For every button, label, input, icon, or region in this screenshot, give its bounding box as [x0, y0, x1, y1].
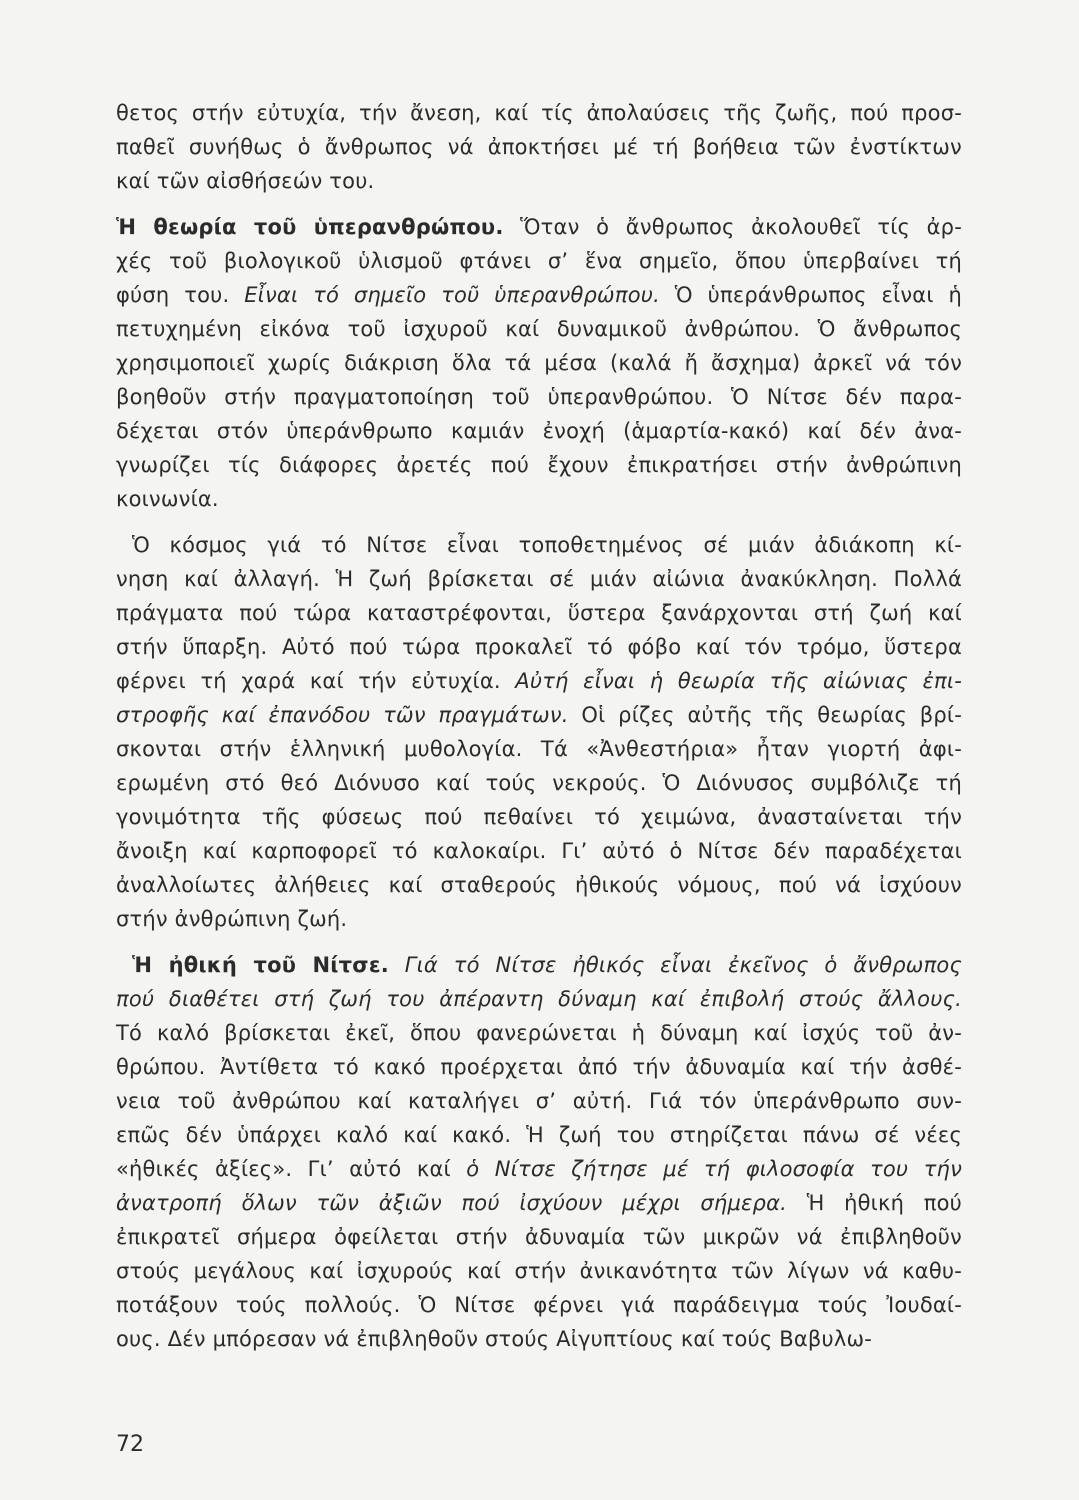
- text-run: ἀναλλοίωτες ἀλήθειες καί σταθερούς ἠθικούς νόμους, πού νά ἰσχύουν: [116, 873, 962, 897]
- text-run: επῶς δέν ὑπάρχει καλό καί κακό. Ἡ ζωή του στηρίζεται πάνω σέ νέες: [116, 1123, 962, 1147]
- text-line: [116, 768, 962, 798]
- text-run: νηση καί ἀλλαγή. Ἡ ζωή βρίσκεται σέ μιάν αἰώνια ἀνακύκληση. Πολλά: [116, 567, 962, 591]
- text-run: φέρνει τή χαρά καί τήν εὐτυχία.: [116, 669, 516, 693]
- text-line: [116, 1052, 962, 1082]
- text-run: δέχεται στόν ὑπεράνθρωπο καμιάν ἐνοχή (ἁμαρτία-κακό) καί δέν ἀνα-: [116, 419, 962, 443]
- text-line: [132, 950, 962, 980]
- text-line: [116, 382, 962, 412]
- text-run: φύση του.: [116, 283, 245, 307]
- text-run: ἐπικρατεῖ σήμερα ὀφείλεται στήν ἀδυναμία τῶν μικρῶν νά ἐπιβληθοῦν: [116, 1225, 962, 1249]
- text-run: Τό καλό βρίσκεται ἐκεῖ, ὅπου φανερώνεται ἡ δύναμη καί ἰσχύς τοῦ ἀν-: [116, 1021, 962, 1045]
- text-line: [116, 1290, 962, 1320]
- text-line: [116, 564, 962, 594]
- text-line: [116, 450, 962, 480]
- text-run: Ὁ κόσμος γιά τό Νίτσε εἶναι τοποθετημένος σέ μιάν ἀδιάκοπη κί-: [132, 533, 962, 557]
- text-run: χρησιμοποιεῖ χωρίς διάκριση ὅλα τά μέσα (καλά ἤ ἄσχημα) ἀρκεῖ νά τόν: [116, 351, 962, 375]
- text-line: [116, 1120, 962, 1150]
- text-run: στροφῆς καί ἐπανόδου τῶν πραγμάτων.: [116, 703, 569, 727]
- text-line: [116, 314, 962, 344]
- text-line: [116, 666, 962, 696]
- text-line: [116, 1222, 962, 1252]
- text-run: βοηθοῦν στήν πραγματοποίηση τοῦ ὑπερανθρώπου. Ὁ Νίτσε δέν παρα-: [116, 385, 962, 409]
- text-line: [116, 632, 962, 662]
- text-line: [116, 598, 962, 628]
- text-run: σκονται στήν ἑλληνική μυθολογία. Τά «Ἀνθεστήρια» ἦταν γιορτή ἀφι-: [116, 737, 962, 761]
- text-run: ους. Δέν μπόρεσαν νά ἐπιβληθοῦν στούς Αἰγυπτίους καί τούς Βαβυλω-: [116, 1327, 873, 1351]
- text-line: [116, 132, 962, 162]
- text-line: [116, 802, 962, 832]
- text-line: [116, 1086, 962, 1116]
- text-line: [116, 700, 962, 730]
- text-run: Ἡ ἠθική τοῦ Νίτσε.: [132, 953, 389, 977]
- text-run: Οἱ ρίζες αὐτῆς τῆς θεωρίας βρί-: [568, 703, 962, 727]
- text-line: [116, 280, 962, 310]
- text-run: ἄνοιξη καί καρποφορεῖ τό καλοκαίρι. Γι’ αὐτό ὁ Νίτσε δέν παραδέχεται: [116, 839, 962, 863]
- text-run: Εἶναι τό σημεῖο τοῦ ὑπερανθρώπου.: [244, 283, 660, 307]
- text-run: στήν ἀνθρώπινη ζωή.: [116, 907, 348, 931]
- text-run: νεια τοῦ ἀνθρώπου καί καταλήγει σ’ αὐτή. Γιά τόν ὑπεράνθρωπο συν-: [116, 1089, 962, 1113]
- text-run: ἀνατροπή ὅλων τῶν ἀξιῶν πού ἰσχύουν μέχρι σήμερα.: [116, 1191, 788, 1215]
- text-run: παθεῖ συνήθως ὁ ἄνθρωπος νά ἀποκτήσει μέ τή βοήθεια τῶν ἐνστίκτων: [116, 135, 962, 159]
- text-run: «ἠθικές ἀξίες». Γι’ αὐτό καί: [116, 1157, 467, 1181]
- page-number: 72: [116, 1432, 144, 1457]
- text-run: ὁ Νίτσε ζήτησε μέ τή φιλοσοφία του τήν: [466, 1157, 962, 1181]
- text-line: [116, 870, 962, 900]
- text-run: θετος στήν εὐτυχία, τήν ἄνεση, καί τίς ἀπολαύσεις τῆς ζωῆς, πού προσ-: [116, 101, 962, 125]
- text-run: πού διαθέτει στή ζωή του ἀπέραντη δύναμη καί ἐπιβολή στούς ἄλλους.: [116, 987, 962, 1011]
- text-line: [116, 1188, 962, 1218]
- text-line: [116, 416, 962, 446]
- text-line: [116, 484, 219, 514]
- text-line: [116, 734, 962, 764]
- text-run: Ὅταν ὁ ἄνθρωπος ἀκολουθεῖ τίς ἀρ-: [503, 215, 962, 239]
- text-run: κοινωνία.: [116, 487, 219, 511]
- text-line: [116, 1018, 962, 1048]
- text-run: Ἡ ἠθική πού: [787, 1191, 962, 1215]
- text-run: ερωμένη στό θεό Διόνυσο καί τούς νεκρούς. Ὁ Διόνυσος συμβόλιζε τή: [116, 771, 962, 795]
- text-run: Ἡ θεωρία τοῦ ὑπερανθρώπου.: [116, 215, 504, 239]
- text-run: γνωρίζει τίς διάφορες ἀρετές πού ἔχουν ἐπικρατήσει στήν ἀνθρώπινη: [116, 453, 962, 477]
- text-run: Γιά τό Νίτσε ἠθικός εἶναι ἐκεῖνος ὁ ἄνθρωπος: [388, 953, 962, 977]
- text-run: Αὐτή εἶναι ἡ θεωρία τῆς αἰώνιας ἐπι-: [515, 669, 962, 693]
- text-line: [116, 904, 347, 934]
- text-line: [116, 836, 962, 866]
- text-line: [116, 166, 374, 196]
- text-line: [116, 1256, 962, 1286]
- text-line: [116, 1324, 872, 1354]
- text-line: [116, 98, 962, 128]
- text-run: πράγματα πού τώρα καταστρέφονται, ὕστερα ξανάρχονται στή ζωή καί: [116, 601, 962, 625]
- text-line: [132, 530, 962, 560]
- text-line: [116, 984, 962, 1014]
- text-run: θρώπου. Ἀντίθετα τό κακό προέρχεται ἀπό τήν ἀδυναμία καί τήν ἀσθέ-: [116, 1055, 962, 1079]
- text-run: καί τῶν αἰσθήσεών του.: [116, 169, 375, 193]
- text-run: στήν ὕπαρξη. Αὐτό πού τώρα προκαλεῖ τό φόβο καί τόν τρόμο, ὕστερα: [116, 635, 962, 659]
- text-line: [116, 348, 962, 378]
- text-line: [116, 212, 962, 242]
- text-run: στούς μεγάλους καί ἰσχυρούς καί στήν ἀνικανότητα τῶν λίγων νά καθυ-: [116, 1259, 962, 1283]
- text-run: Ὁ ὑπεράνθρωπος εἶναι ἡ: [659, 283, 962, 307]
- text-line: [116, 246, 962, 276]
- text-run: πετυχημένη εἰκόνα τοῦ ἰσχυροῦ καί δυναμικοῦ ἀνθρώπου. Ὁ ἄνθρωπος: [116, 317, 962, 341]
- text-run: ποτάξουν τούς πολλούς. Ὁ Νίτσε φέρνει γιά παράδειγμα τούς Ἰουδαί-: [116, 1293, 962, 1317]
- text-line: [116, 1154, 962, 1184]
- text-run: χές τοῦ βιολογικοῦ ὑλισμοῦ φτάνει σ’ ἕνα σημεῖο, ὅπου ὑπερβαίνει τή: [116, 249, 962, 273]
- text-run: γονιμότητα τῆς φύσεως πού πεθαίνει τό χειμώνα, ἀνασταίνεται τήν: [116, 805, 962, 829]
